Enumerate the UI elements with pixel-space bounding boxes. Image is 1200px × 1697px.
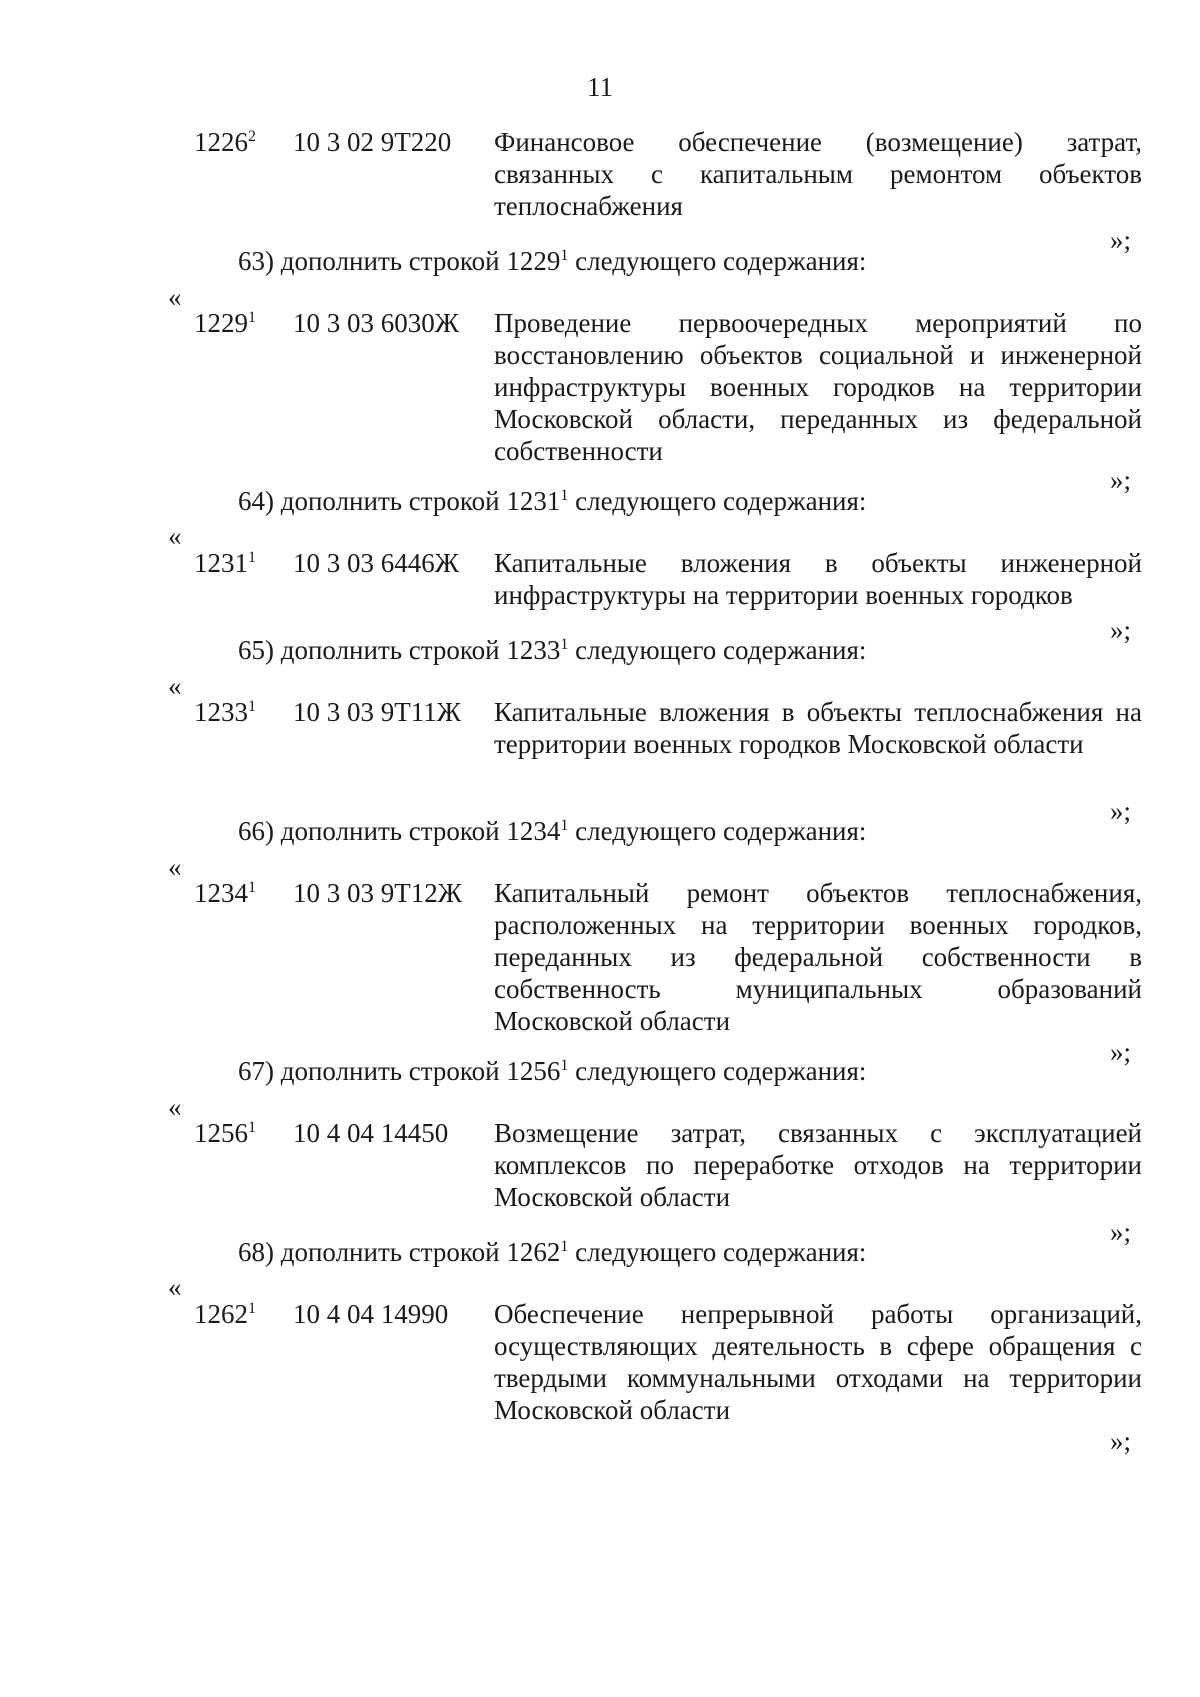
amendment-intro-superscript: 1	[560, 487, 569, 504]
amendment-intro-text: 65) дополнить строкой 1233	[238, 635, 561, 665]
row-description: Капитальные вложения в объекты теплоснабжения на территории военных городков Московской области	[494, 697, 1142, 759]
amendment-intro-text: 63) дополнить строкой 1229	[238, 246, 561, 276]
opening-quote: «	[168, 671, 182, 701]
row-number-superscript: 1	[248, 879, 256, 896]
amendment-intro-suffix: следующего содержания:	[568, 816, 867, 846]
row-number	[194, 547, 256, 579]
amendment-intro-superscript: 1	[560, 247, 569, 264]
row-number	[194, 877, 256, 909]
opening-quote: «	[168, 521, 182, 551]
amendment-intro	[238, 1236, 866, 1268]
row-number-value: 1262	[194, 1299, 248, 1329]
amendment-intro	[238, 245, 866, 277]
row-description: Финансовое обеспечение (возмещение) затрат, связанных с капитальным ремонтом объектов теплоснабжения	[494, 127, 1142, 221]
row-code: 10 3 02 9Т220	[293, 127, 452, 157]
amendment-intro-superscript: 1	[560, 1057, 569, 1074]
closing-quote: »;	[1110, 615, 1132, 645]
row-number-value: 1256	[194, 1118, 248, 1148]
row-code: 10 3 03 9Т12Ж	[293, 878, 462, 908]
row-code: 10 3 03 6030Ж	[293, 308, 459, 338]
row-description: Капитальные вложения в объекты инженерной инфраструктуры на территории военных городков	[494, 548, 1142, 610]
amendment-intro-superscript: 1	[560, 636, 569, 653]
amendment-intro	[238, 485, 866, 517]
row-number-value: 1233	[194, 697, 248, 727]
amendment-intro-superscript: 1	[560, 817, 569, 834]
amendment-intro-suffix: следующего содержания:	[568, 635, 867, 665]
amendment-intro-text: 66) дополнить строкой 1234	[238, 816, 561, 846]
row-number-superscript: 1	[248, 698, 256, 715]
row-code: 10 3 03 9Т11Ж	[293, 697, 461, 727]
closing-quote: »;	[1110, 465, 1132, 495]
row-description: Проведение первоочередных мероприятий по восстановлению объектов социальной и инженерной инфраструктуры военных городков на территории Московской области, переданных из федеральной собственности	[494, 308, 1142, 466]
closing-quote: »;	[1110, 1037, 1132, 1067]
amendment-intro-suffix: следующего содержания:	[568, 486, 867, 516]
row-number	[194, 1298, 256, 1330]
opening-quote: «	[168, 282, 182, 312]
amendment-intro-suffix: следующего содержания:	[568, 1056, 867, 1086]
amendment-intro	[238, 634, 866, 666]
row-number-superscript: 1	[248, 1300, 256, 1317]
row-number	[194, 696, 256, 728]
row-number-superscript: 1	[248, 309, 256, 326]
row-number	[194, 1117, 256, 1149]
row-number-superscript: 1	[248, 549, 256, 566]
row-number-value: 1231	[194, 548, 248, 578]
closing-quote: »;	[1110, 1217, 1132, 1247]
row-number	[194, 126, 256, 158]
row-code: 10 3 03 6446Ж	[293, 548, 459, 578]
amendment-intro-suffix: следующего содержания:	[568, 1237, 867, 1267]
page-number: 11	[587, 72, 613, 102]
row-number-superscript: 2	[248, 128, 256, 145]
row-code: 10 4 04 14990	[293, 1299, 449, 1329]
amendment-intro-text: 68) дополнить строкой 1262	[238, 1237, 561, 1267]
row-description: Капитальный ремонт объектов теплоснабжения, расположенных на территории военных городков, переданных из федеральной собственности в собственность муниципальных образований Московской области	[494, 878, 1142, 1036]
row-description: Возмещение затрат, связанных с эксплуатацией комплексов по переработке отходов на территории Московской области	[494, 1118, 1142, 1212]
closing-quote: »;	[1110, 796, 1132, 826]
amendment-intro-text: 67) дополнить строкой 1256	[238, 1056, 561, 1086]
row-number-superscript: 1	[248, 1119, 256, 1136]
row-number-value: 1229	[194, 308, 248, 338]
row-number	[194, 307, 256, 339]
amendment-intro	[238, 1055, 866, 1087]
closing-quote: »;	[1110, 225, 1132, 255]
opening-quote: «	[168, 1272, 182, 1302]
amendment-intro-text: 64) дополнить строкой 1231	[238, 486, 561, 516]
opening-quote: «	[168, 1092, 182, 1122]
closing-quote: »;	[1110, 1426, 1132, 1456]
row-number-value: 1226	[194, 127, 248, 157]
row-code: 10 4 04 14450	[293, 1118, 449, 1148]
row-number-value: 1234	[194, 878, 248, 908]
opening-quote: «	[168, 852, 182, 882]
amendment-intro	[238, 815, 866, 847]
amendment-intro-suffix: следующего содержания:	[568, 246, 867, 276]
amendment-intro-superscript: 1	[560, 1238, 569, 1255]
row-description: Обеспечение непрерывной работы организаций, осуществляющих деятельность в сфере обращения с твердыми коммунальными отходами на территории Московской области	[494, 1299, 1142, 1425]
